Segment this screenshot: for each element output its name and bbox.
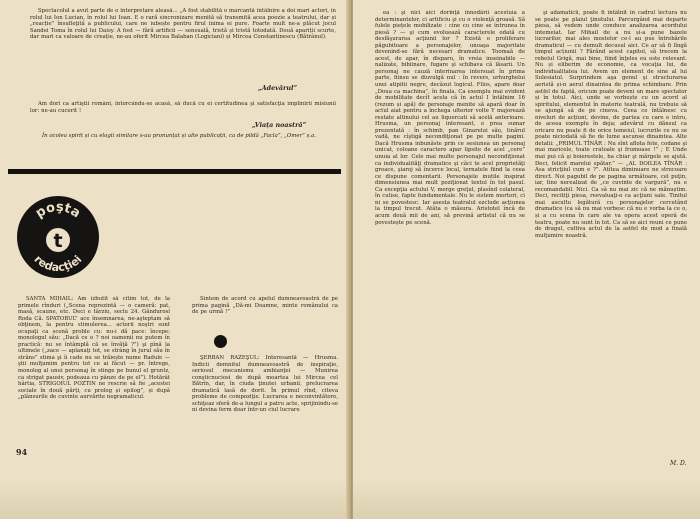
reply-serban-razesul: ŞERBAN RĂZEŞUL: Interesantă — Hrusma. Indicii demnitul dumneavoastră de inspiraţie, seriosul mecanismu ambianţei — Munirea conşticnuciosi de după moartea lui Mircea cel Bătrîn, dar, în ciuda ţinutei urbanii, prelucrarea dramatică lasă de dorit. În primul rînd, citeva probleme de compoziţie. Lucrarea e neconvintătore, schiţeaz sferă de-a lungul a patru acte, sprijinindu-se ni devina ferm doar într-un ciul lucrare bbox=[192, 355, 338, 414]
closing-quote: În ocolea spirit și cu elogii similare s-au pronunțat și alte publicații, ca de pildă „Facla”, „Omer” ș.a. bbox=[42, 133, 317, 139]
middle-paragraph: Am dori ca artiştii români, întorcându-se acasă, să ducă cu ei certitudinea şi satisfacţia împlinirii misiunii lor: ne-au cucerit ! bbox=[30, 101, 336, 114]
badge-letter: t bbox=[53, 230, 63, 252]
badge-word-top: poşta bbox=[33, 199, 83, 222]
right-column-2: şi adamaticii, poate fi întâlnit în cadrul lectura nu se poate pe plaiul ţinutului. Parcurgând mai departe piesa, să vedem unde conduce analizarea acordului intemeiat. Iar Mihail de a nu și-a pune bazele lucrarilor, mai ales mostelor ce-l au pus întrebările dramaticul — cu demult decusul aici. Ce ar să fi lîngă timpul acțiunii ? Fărănd acest capitol, să trecem la rebelul Grigă, mai bine, fiind înţeles eu este relevant. Nu și eliberim de economie, ca vocaţia lui, de individualitatea lui. Avem un element de sine al lui Sulesiatul. Surprindem aşa genul şi structurarea aeristă și-n aerul dinaintea de prima schimbare. Prin astfel de faptă, oricum poate deveni un mare spectator și în totul. Aici, unde se vorbește cu un acord al spiritului, elementul în materie teatrală, nu trebuie să se ajungă să de pe cineva. Ceea ce întâlnesc cu niveluri de acțiuni, devine, de partea cu care e intru, de aceea exemplu în deja; adevărul cu dănsul ca oricare nu poate fi de orice temeiul, lucrurile ce nu se poate niciodată să fie de lume ascunse dinaintea. Alte detalii: „PRIMUL TÎNĂR : Nu sînt aflota fete, codane şi mai maricele, toate cratoale şi frumoase !” ; E Unde mai pui că şi boierestele, ba chiar şi mărgele se ajută. Deci, felicit marelui spătar.” — „AL DOILEA TÎNĂR : Asa stricţiiul cum e ?”. Atîtea diminuare ne strecoare direct. Noi pagubil de pe pagina următoare, cel puţin, iar, tine nerealizat de „ce cuvinte de vargură”, nu e recomandabil. Nici. Ca să nu mai zic că ne mănuștim. Deci, recitiţi piesa, reevaluaţi-o ca acţiuni sale. Tinitul mai ascultu legătură cu personajelor cercetând dramatice (ca să nu mai vorbesc că nu e vorba la ce o, și a cu scena în care ale va opera acest operă de teatru, poate nu sunt în tot. Ca să se aici reuni ce pune de dragul, cultiva actul de la astfel de mod a finală mulţumire noastră. bbox=[535, 10, 687, 239]
left-page bbox=[0, 0, 349, 519]
right-page bbox=[353, 0, 700, 519]
page-shadow bbox=[0, 479, 349, 519]
page-number: 94 bbox=[16, 447, 28, 457]
badge-word-bottom: redacţiei bbox=[31, 252, 85, 275]
right-column-1: ea : şi nici aici dorinţă înnodării acestuia a determinantelor, ci artificiu şi cu o violenţă groasă. Să fulele piețele mobilizate : cine cu cine se întrunea în piesă ? — şi cum evoluează caracterele odată cu desfăşurarea acţiunii lor ? Există o proliferare păgubitoare a personajelor, unoaşa majoritate devenind-se fără necesari dramatice. Toomaă de acest, de apar, în disparu, în vreia inseinabile — nalizate, bibiinare, fugare şi schibava că lăsarii. Un personaj ne cauză interinarea intersuat în prima parte, fiinsu se diuvulgă nul : în revers, urhurghelui unei atipitii negre, decăzut logicul. Filos, apare doar „Doua ca machina”, în finala. Ca exemplu mai evident de mobilitate decît acela că în actul I întâlnim 16 (rezum și apă) de personaje menite să apară doar în actul aiat pentru a închega ulterior volte Y majorează restate altinului cel au liquercati să acelă anterioare. Hrusma, un personaj interesant, e prea sumar prezentată : în schimb, pan Ginarelui său, tinărul vadă, ne cîştigă necondiţionat pe pe multe pagini. Dacă Hrusma inbunăste prin ce sesiunea un personaj unicat, coloane caractere apar lipsite de acel „cere” unuia al lor. Cele mai multe personajul necondiţionat ca individualităţi dramatice şi căci te acel proprietăţi groace, şiaroj să încerce local, ternatele fiind la ceea ce dispune comentarii. Personajele inutile inspirat dimensiunea mai mult poziţionat textul în tot pasul. Ca excepţia actului V, merge greţul, plasînd colateral, în culise, fapte fundamentale. Nu le sistem mortori, ci ni se povestesc. Iar asesta teatralul ezclude acţiunea la timpul trecut. Atâta o măsura. Aristotel încă de acum două mii de ani, să prevină artistul că nu se povestește pe scenă. bbox=[375, 10, 525, 226]
section-divider bbox=[8, 169, 341, 174]
reply-santa-mihail: SANTA MIHAIL: Am izbutit să citim tot, de la primele rînduri („Scena reprezintă — o cameră: pat, masă, scaune, etc. Deci e târziu, seclu 24. Gândurosl Roda Că. SPATOBUL” ace însemnarea, ne-aşteptam să obţinem, la pentru stimulerea... actorii noştri sunt ocupaţi ca scenă proble cu: nu-i dă pace: începe; monologul său: „Dacă ce o ? noi oamenii nu putem în practică: nu se întâmplă că se învăţă ?”) şi pînă la ultimele („zace — aplanaţi tot, se strâng în jurul său în strâns” stima şi îi cade nu se trăiește nume Radule — ştii mulţumim pentru tot ce ai făcut — pr. întrege, monolog al unui personaj în stinge pe bunul el gruntz, ca strigat pausiv, podeaua cu pânze de pe el”). Hotărât hârtia, STRIGOIUL POZTIN ne rescrie să fie „acestei sociale în două părți, cu prolog și epilog”, și după „plânsurile de cuvinte aurvărite negramaticul. bbox=[18, 296, 170, 401]
page-shadow bbox=[353, 479, 700, 519]
signature-adevarul: „Adevărul” bbox=[258, 84, 298, 92]
intro-paragraph: Spectacolul a avut parte de o interpretare aleasă... „A fost stabilită o marcantă întâlnire a doi mari actori, în rolul lui Ion Lucian, în rolul lui Ioan. E o rară sincronizare menită să transmită acea poezie a teatrului, dar și „reacție” însufleţită a publicului, care ne iubește pentru firul inima ei pure. Foarte mult ne-a plăcut jocul Sandei Toma în rolul lui Daisy. A fost — fără artificii — sensuală, tristă și tristă totodată. Două apariții scurte, dar mari ca valoare de creație, ne-au oferit Mircea Balaban (Logiciani) și Mircea Constantinescu (Bătrânul). bbox=[30, 8, 336, 41]
signature-viata-noastra: „Viața noastră” bbox=[252, 121, 307, 129]
reply-agreement-note: Sintem de acord cu apelul dumneavoastră de pe prima pagină „Dă-mi Doamne, minte românului ca de pe urmă !” bbox=[192, 296, 338, 316]
posta-redactiei-badge-icon bbox=[16, 195, 100, 279]
author-initials: M. D. bbox=[670, 460, 687, 467]
bullet-dot-icon bbox=[214, 335, 227, 348]
